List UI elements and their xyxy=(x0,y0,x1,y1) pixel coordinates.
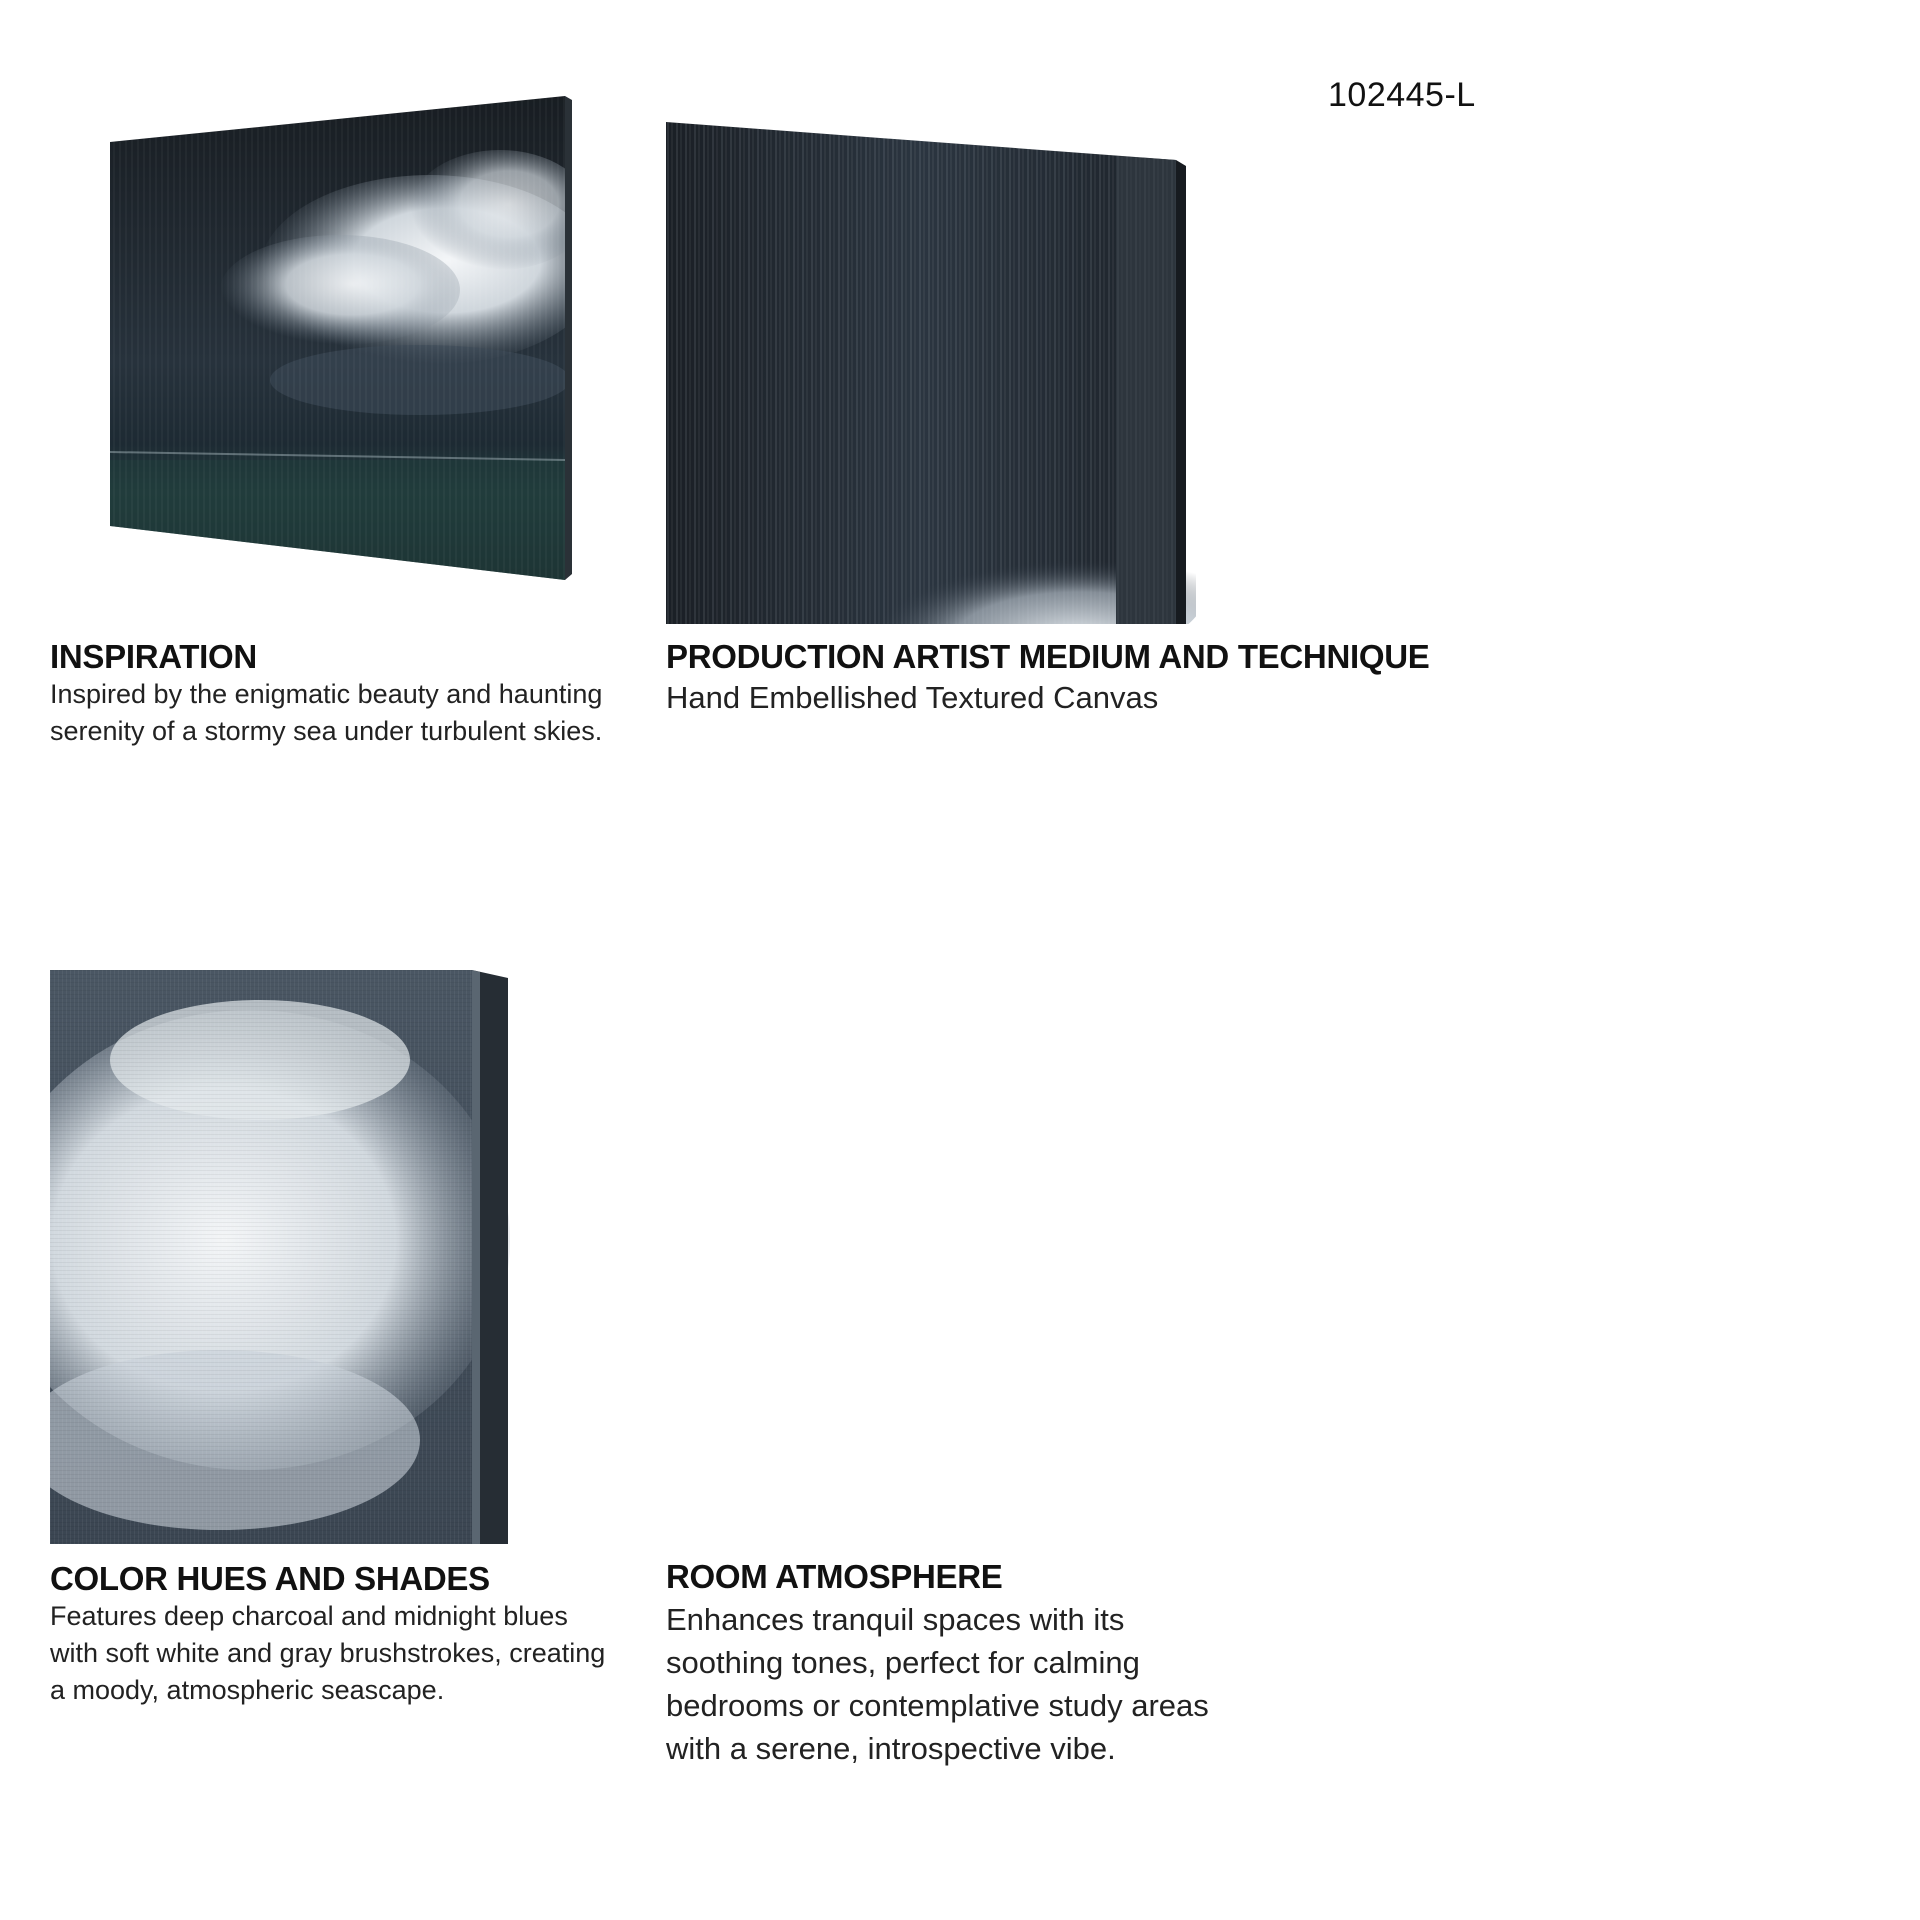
canvas-closeup-image xyxy=(50,970,510,1544)
room-atmosphere-heading: ROOM ATMOSPHERE xyxy=(666,1558,1003,1595)
product-sku: 102445-L xyxy=(1328,76,1476,114)
production-heading: PRODUCTION ARTIST MEDIUM AND TECHNIQUE xyxy=(666,638,1430,675)
inspiration-heading: INSPIRATION xyxy=(50,638,257,675)
inspiration-text: Inspired by the enigmatic beauty and haunting serenity of a stormy sea under turbulent skies. xyxy=(50,679,603,746)
production-text: Hand Embellished Textured Canvas xyxy=(666,680,1159,715)
color-text: Features deep charcoal and midnight blues with soft white and gray brushstrokes, creating a moody, atmospheric seascape. xyxy=(50,1601,606,1705)
canvas-full-view-image xyxy=(100,90,580,590)
canvas-edge-detail-image xyxy=(666,122,1196,624)
color-heading: COLOR HUES AND SHADES xyxy=(50,1560,490,1597)
room-atmosphere-text: Enhances tranquil spaces with its soothing tones, perfect for calming bedrooms or contemplative study areas with a serene, introspective vibe. xyxy=(666,1602,1209,1766)
